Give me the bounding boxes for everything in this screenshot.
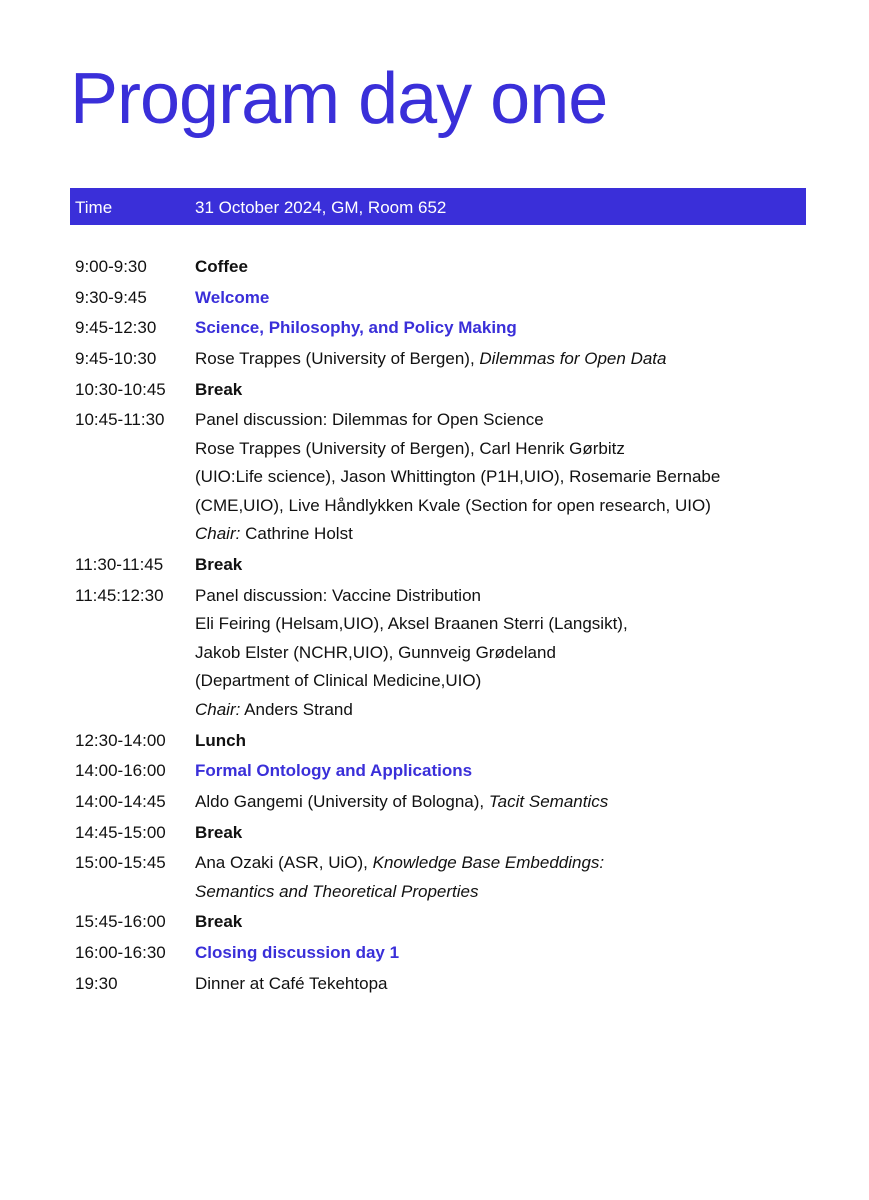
- panelists-line: Jakob Elster (NCHR,UIO), Gunnveig Grødeland: [195, 642, 556, 662]
- schedule-row: [75, 253, 815, 282]
- chair-label: Chair:: [195, 699, 241, 719]
- speaker: Rose Trappes (University of Bergen),: [195, 349, 480, 369]
- schedule-row: [75, 406, 815, 549]
- page-title: Program day one: [70, 59, 608, 139]
- schedule-row: [75, 551, 815, 580]
- speaker: Aldo Gangemi (University of Bologna),: [195, 791, 489, 811]
- talk-title: Tacit Semantics: [488, 791, 609, 811]
- panelists-line: (Department of Clinical Medicine,UIO): [195, 671, 482, 691]
- schedule-row: [75, 314, 815, 343]
- row-time: 14:00-14:45: [75, 791, 166, 811]
- row-time: 9:45-12:30: [75, 318, 157, 338]
- panel-title: Panel discussion: Vaccine Distribution: [195, 585, 481, 605]
- section-title: Science, Philosophy, and Policy Making: [195, 318, 517, 338]
- row-time: 11:30-11:45: [75, 555, 164, 575]
- row-time: 19:30: [75, 973, 118, 993]
- section-title: Welcome: [195, 287, 270, 307]
- row-title: Coffee: [195, 257, 248, 276]
- schedule-row: [75, 582, 815, 725]
- row-time: 14:00-16:00: [75, 761, 166, 781]
- talk-title: Dilemmas for Open Data: [479, 349, 667, 369]
- row-time: 9:45-10:30: [75, 349, 157, 369]
- talk-title-continued: Semantics and Theoretical Properties: [195, 881, 479, 901]
- row-title: Break: [195, 912, 243, 932]
- panelists-line: (CME,UIO), Live Håndlykken Kvale (Section for open research, UIO): [195, 495, 711, 515]
- schedule-row: [75, 908, 815, 937]
- panelists-line: (UIO:Life science), Jason Whittington (P1H,UIO), Rosemarie Bernabe: [195, 467, 721, 487]
- row-time: 16:00-16:30: [75, 943, 166, 963]
- row-title: Dinner at Café Tekehtopa: [195, 973, 388, 993]
- chair-name: Anders Strand: [240, 699, 353, 719]
- schedule-row: [75, 819, 815, 848]
- row-time: 11:45:12:30: [75, 585, 164, 605]
- row-time: 12:30-14:00: [75, 730, 166, 750]
- schedule-row: [75, 970, 815, 999]
- speaker: Ana Ozaki (ASR, UiO),: [195, 853, 373, 873]
- time-column-header: Time: [75, 198, 113, 217]
- schedule-header-bar: [70, 188, 806, 225]
- schedule-row: [75, 345, 815, 374]
- chair-name: Cathrine Holst: [240, 524, 353, 544]
- row-time: 10:30-10:45: [75, 379, 166, 399]
- row-time: 9:00-9:30: [75, 257, 147, 276]
- row-title: Break: [195, 822, 243, 842]
- schedule-row: [75, 376, 815, 405]
- panelists-line: Rose Trappes (University of Bergen), Carl Henrik Gørbitz: [195, 438, 625, 458]
- schedule-row: [75, 849, 815, 906]
- schedule-list: [75, 253, 815, 1001]
- section-title: Formal Ontology and Applications: [195, 761, 473, 781]
- row-time: 14:45-15:00: [75, 822, 166, 842]
- schedule-row: [75, 757, 815, 786]
- row-title: Break: [195, 555, 243, 575]
- section-title: Closing discussion day 1: [195, 943, 400, 963]
- row-title: Lunch: [195, 730, 246, 750]
- panel-title: Panel discussion: Dilemmas for Open Science: [195, 410, 544, 430]
- row-time: 15:00-15:45: [75, 853, 166, 873]
- event-date-location: 31 October 2024, GM, Room 652: [195, 198, 447, 217]
- row-time: 15:45-16:00: [75, 912, 166, 932]
- row-time: 9:30-9:45: [75, 287, 147, 307]
- chair-label: Chair:: [195, 524, 241, 544]
- talk-title: Knowledge Base Embeddings:: [372, 853, 605, 873]
- schedule-row: [75, 788, 815, 817]
- schedule-row: [75, 284, 815, 313]
- row-title: Break: [195, 379, 243, 399]
- schedule-row: [75, 939, 815, 968]
- row-time: 10:45-11:30: [75, 410, 165, 430]
- schedule-row: [75, 727, 815, 756]
- panelists-line: Eli Feiring (Helsam,UIO), Aksel Braanen Sterri (Langsikt),: [195, 614, 628, 634]
